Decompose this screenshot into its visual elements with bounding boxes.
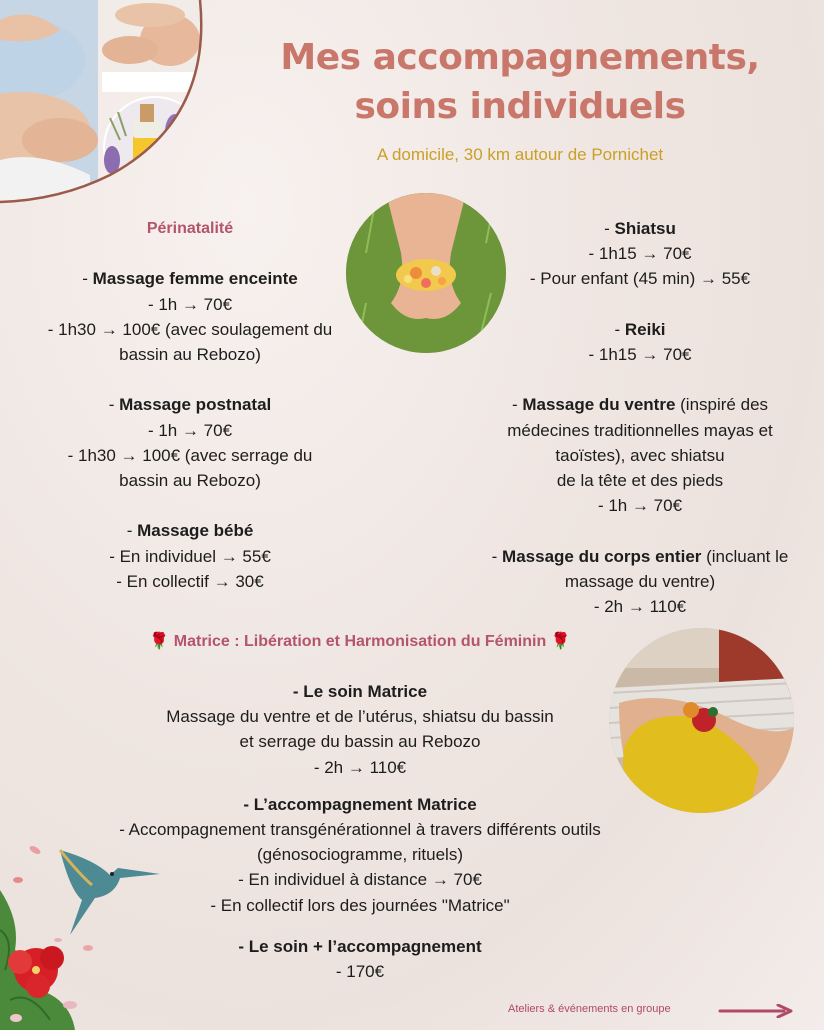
belly-desc-1: médecines traditionnelles mayas et [507, 420, 773, 440]
care-column [470, 216, 810, 619]
title: Massage du ventre [522, 395, 676, 415]
perinatal-column [30, 216, 350, 594]
fullbody-desc: massage du ventre) [564, 571, 716, 591]
accomp-desc-1: - Accompagnement transgénérationnel à travers différents outils [119, 820, 601, 840]
title: Shiatsu [614, 219, 676, 238]
title: Massage bébé [137, 521, 254, 541]
baby-price-1: - En individuel → 55€ [109, 546, 271, 566]
postnatal-price-2-cont: bassin au Rebozo) [119, 471, 261, 490]
reiki-price-1: - 1h15 → 70€ [588, 345, 692, 364]
prefix: - [126, 521, 138, 541]
soin-matrice-desc-1: Massage du ventre et de l’utérus, shiatsu du bassin [166, 707, 554, 727]
postnatal-price-2: - 1h30 → 100€ (avec serrage du [67, 445, 313, 465]
belly-desc-2: taoïstes), avec shiatsu [555, 445, 725, 465]
title: Massage femme enceinte [92, 269, 298, 289]
suffix: (inspiré des [675, 395, 769, 415]
accomp-matrice-title [60, 792, 660, 817]
belly-price: - 1h → 70€ [597, 496, 683, 516]
photo-collage [0, 0, 215, 205]
hummingbird-icon [60, 850, 160, 935]
shiatsu-title [470, 216, 810, 241]
pregnant-price-2-cont: bassin au Rebozo) [119, 345, 261, 364]
pregnant-price-1: - 1h → 70€ [147, 294, 233, 314]
prefix: - [604, 219, 615, 238]
combo-price: - 170€ [335, 962, 385, 982]
prefix: - [511, 395, 523, 415]
baby-price-2: - En collectif → 30€ [116, 571, 264, 591]
title: - Le soin + l’accompagnement [238, 936, 482, 956]
pregnant-massage-title [30, 266, 350, 291]
perinatal-heading: Périnatalité [146, 220, 234, 237]
belly-massage-title [470, 392, 810, 417]
group-events-link[interactable]: Ateliers & événements en groupe [508, 1003, 671, 1015]
fullbody-price: - 2h → 110€ [593, 597, 687, 616]
accomp-price-2: - En collectif lors des journées "Matrice" [210, 895, 510, 915]
title: Massage du corps entier [502, 546, 702, 566]
prefix: - [82, 269, 93, 289]
soin-matrice-desc-2: et serrage du bassin au Rebozo [239, 732, 481, 752]
title: - Le soin Matrice [292, 682, 428, 701]
postnatal-price-1: - 1h → 70€ [147, 420, 233, 440]
page-title-line2: soins individuels [354, 86, 686, 127]
page-subtitle: A domicile, 30 km autour de Pornichet [376, 145, 664, 164]
soin-matrice-title [60, 679, 660, 704]
reiki-title [470, 317, 810, 342]
title: - L’accompagnement Matrice [243, 794, 477, 814]
matrice-heading: 🌹 Matrice : Libération et Harmonisation du Féminin 🌹 [149, 633, 571, 650]
shiatsu-price-2: - Pour enfant (45 min) → 55€ [529, 269, 751, 289]
prefix: - [108, 395, 120, 415]
title: Reiki [624, 319, 666, 339]
soin-matrice-price: - 2h → 110€ [313, 757, 407, 777]
prefix: - [491, 546, 503, 566]
floral-decoration [0, 830, 175, 1030]
shiatsu-price-1: - 1h15 → 70€ [588, 244, 692, 264]
accomp-desc-2: (génosociogramme, rituels) [257, 845, 463, 865]
belly-desc-3: de la tête et des pieds [556, 471, 724, 490]
pregnant-price-2: - 1h30 → 100€ (avec soulagement du [47, 319, 333, 339]
title: Massage postnatal [119, 395, 272, 415]
page-title-line1: Mes accompagnements, [280, 37, 760, 78]
baby-massage-title [30, 518, 350, 543]
prefix: - [614, 319, 625, 339]
arrow-right-icon[interactable] [718, 1004, 794, 1018]
fullbody-massage-title [470, 544, 810, 569]
suffix: (incluant le [701, 546, 789, 566]
accomp-price-1: - En individuel à distance → 70€ [238, 870, 482, 890]
postnatal-massage-title [30, 392, 350, 417]
